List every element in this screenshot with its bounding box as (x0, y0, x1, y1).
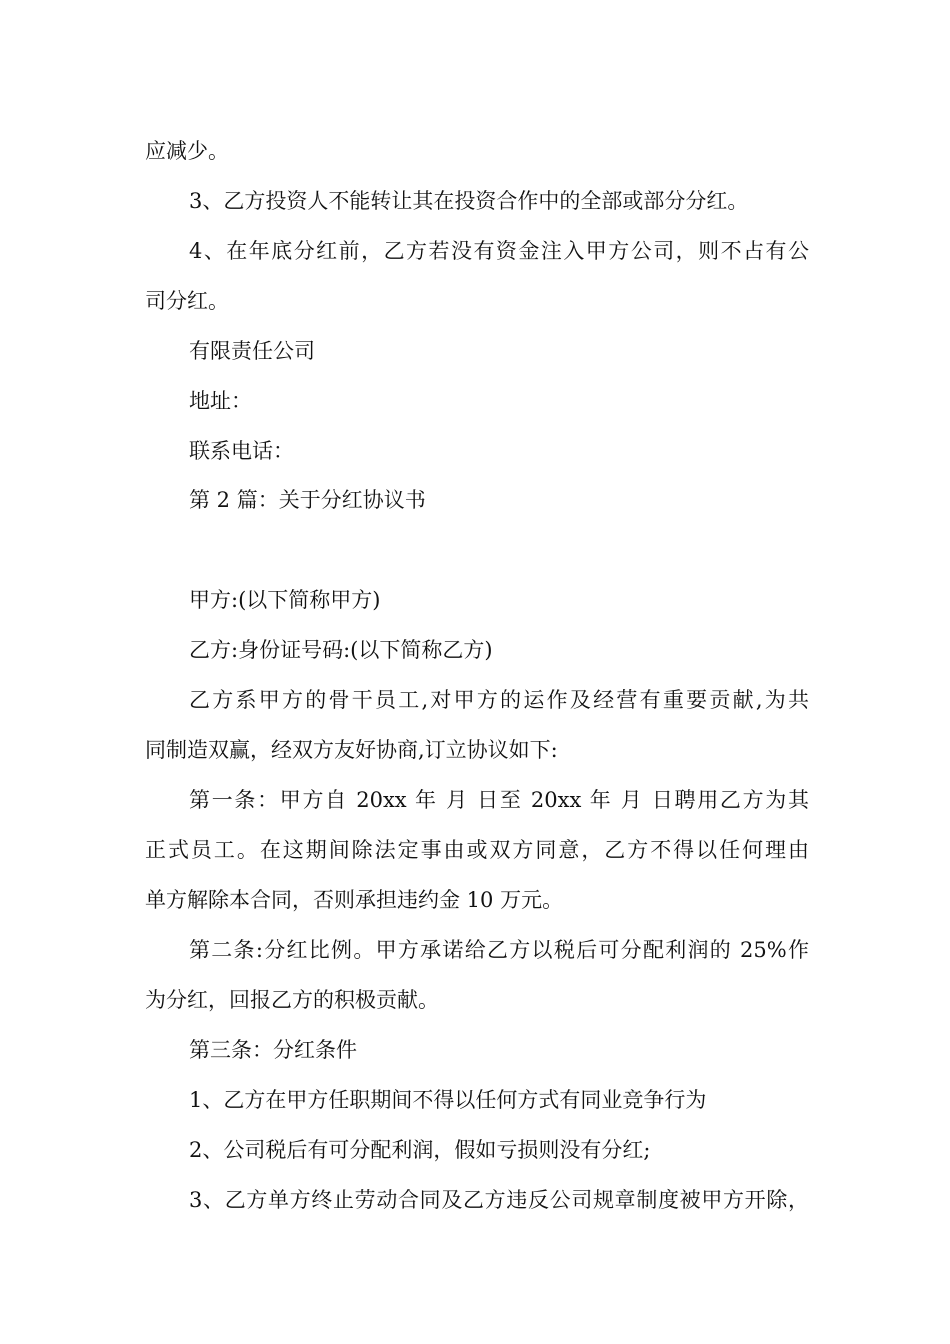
text-line: 1、乙方在甲方任职期间不得以任何方式有同业竞争行为 (189, 1088, 707, 1112)
text-line: 2、公司税后有可分配利润，假如亏损则没有分红; (189, 1138, 651, 1162)
text-line: 单方解除本合同，否则承担违约金 10 万元。 (145, 888, 564, 912)
text-line: 联系电话： (189, 439, 294, 463)
text-line: 第三条：分红条件 (189, 1038, 357, 1062)
text-line: 有限责任公司 (189, 339, 315, 363)
text-line: 4、在年底分红前，乙方若没有资金注入甲方公司，则不占有公 (189, 239, 809, 263)
text-line: 正式员工。在这期间除法定事由或双方同意，乙方不得以任何理由 (145, 838, 809, 862)
text-line: 应减少。 (145, 139, 229, 163)
text-line: 3、乙方单方终止劳动合同及乙方违反公司规章制度被甲方开除， (189, 1188, 809, 1212)
text-line: 为分红，回报乙方的积极贡献。 (145, 988, 439, 1012)
text-line: 乙方系甲方的骨干员工,对甲方的运作及经营有重要贡献,为共 (189, 688, 809, 712)
text-line: 甲方:(以下简称甲方) (189, 588, 381, 612)
text-line: 司分红。 (145, 289, 229, 313)
text-line: 乙方:身份证号码:(以下简称乙方) (189, 638, 493, 662)
text-line: 第二条:分红比例。甲方承诺给乙方以税后可分配利润的 25%作 (189, 938, 809, 962)
text-line: 同制造双赢，经双方友好协商,订立协议如下: (145, 738, 558, 762)
section-heading: 第 2 篇：关于分红协议书 (189, 488, 426, 512)
text-line: 地址： (189, 389, 252, 413)
text-line: 第一条：甲方自 20xx 年 月 日至 20xx 年 月 日聘用乙方为其 (189, 788, 809, 812)
text-line: 3、乙方投资人不能转让其在投资合作中的全部或部分分红。 (189, 189, 749, 213)
